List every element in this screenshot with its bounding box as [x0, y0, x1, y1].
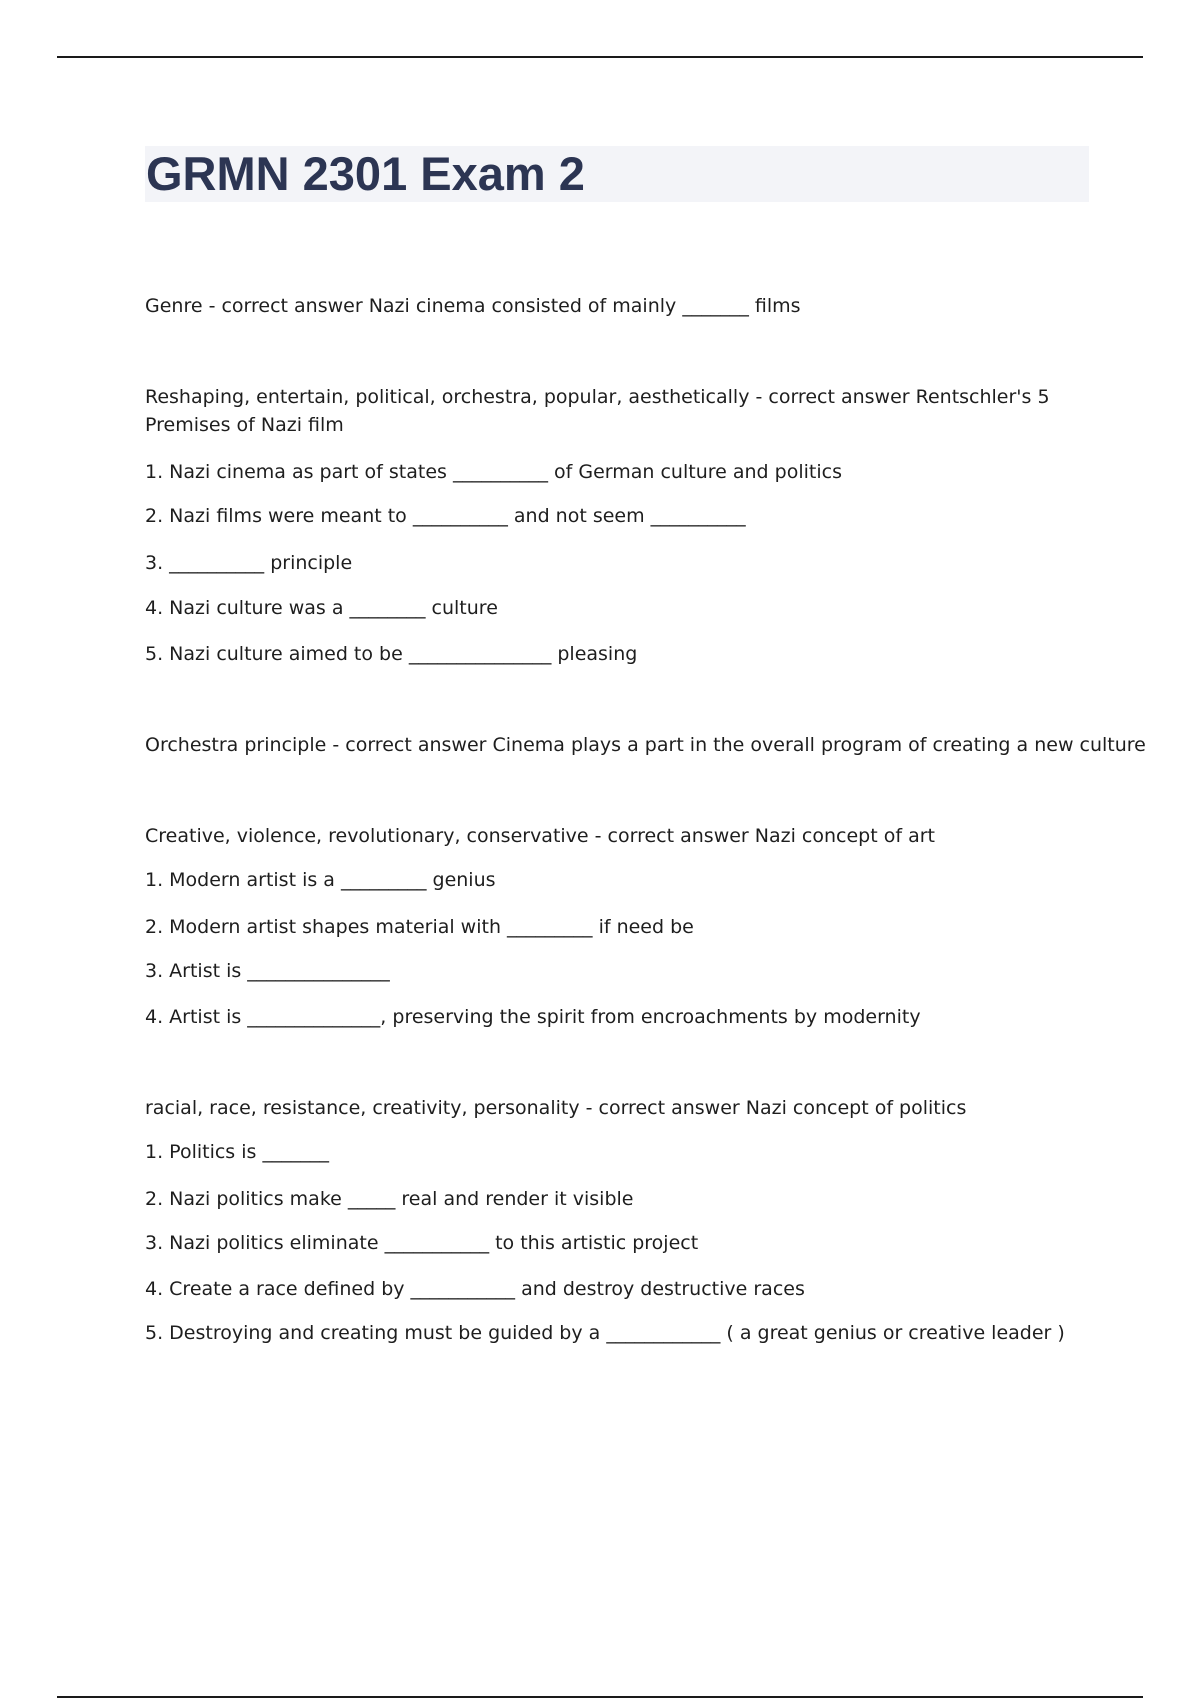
- header-rule: [57, 56, 1143, 58]
- card-item: 1. Politics is _______: [145, 1141, 329, 1163]
- card-question: Genre - correct answer Nazi cinema consisted of mainly _______ films: [145, 295, 801, 317]
- footer-rule: [57, 1696, 1143, 1698]
- card-question: Orchestra principle - correct answer Cinema plays a part in the overall program of creating a new culture: [145, 734, 1146, 756]
- card-item: 3. Artist is _______________: [145, 960, 390, 982]
- card-item: 2. Nazi films were meant to __________ and not seem __________: [145, 505, 746, 527]
- card-item: 3. __________ principle: [145, 552, 353, 574]
- card-item: 4. Artist is ______________, preserving the spirit from encroachments by modernity: [145, 1006, 921, 1028]
- document-title: GRMN 2301 Exam 2: [146, 147, 585, 200]
- card-item: 4. Create a race defined by ___________ and destroy destructive races: [145, 1278, 805, 1300]
- card-item: 5. Destroying and creating must be guided by a ____________ ( a great genius or creative leader ): [145, 1322, 1065, 1344]
- card-question: Creative, violence, revolutionary, conservative - correct answer Nazi concept of art: [145, 825, 935, 847]
- card-item: 2. Modern artist shapes material with _________ if need be: [145, 916, 694, 938]
- card-item: 1. Nazi cinema as part of states __________ of German culture and politics: [145, 461, 842, 483]
- card-question: racial, race, resistance, creativity, personality - correct answer Nazi concept of politics: [145, 1097, 967, 1119]
- card-item: 2. Nazi politics make _____ real and render it visible: [145, 1188, 634, 1210]
- card-item: 3. Nazi politics eliminate ___________ to this artistic project: [145, 1232, 699, 1254]
- card-item: 1. Modern artist is a _________ genius: [145, 869, 496, 891]
- card-item: 5. Nazi culture aimed to be _______________ pleasing: [145, 643, 638, 665]
- card-item: 4. Nazi culture was a ________ culture: [145, 597, 498, 619]
- card-question: Reshaping, entertain, political, orchestra, popular, aesthetically - correct answer Rentschler's 5 Premises of Nazi film: [145, 386, 1050, 436]
